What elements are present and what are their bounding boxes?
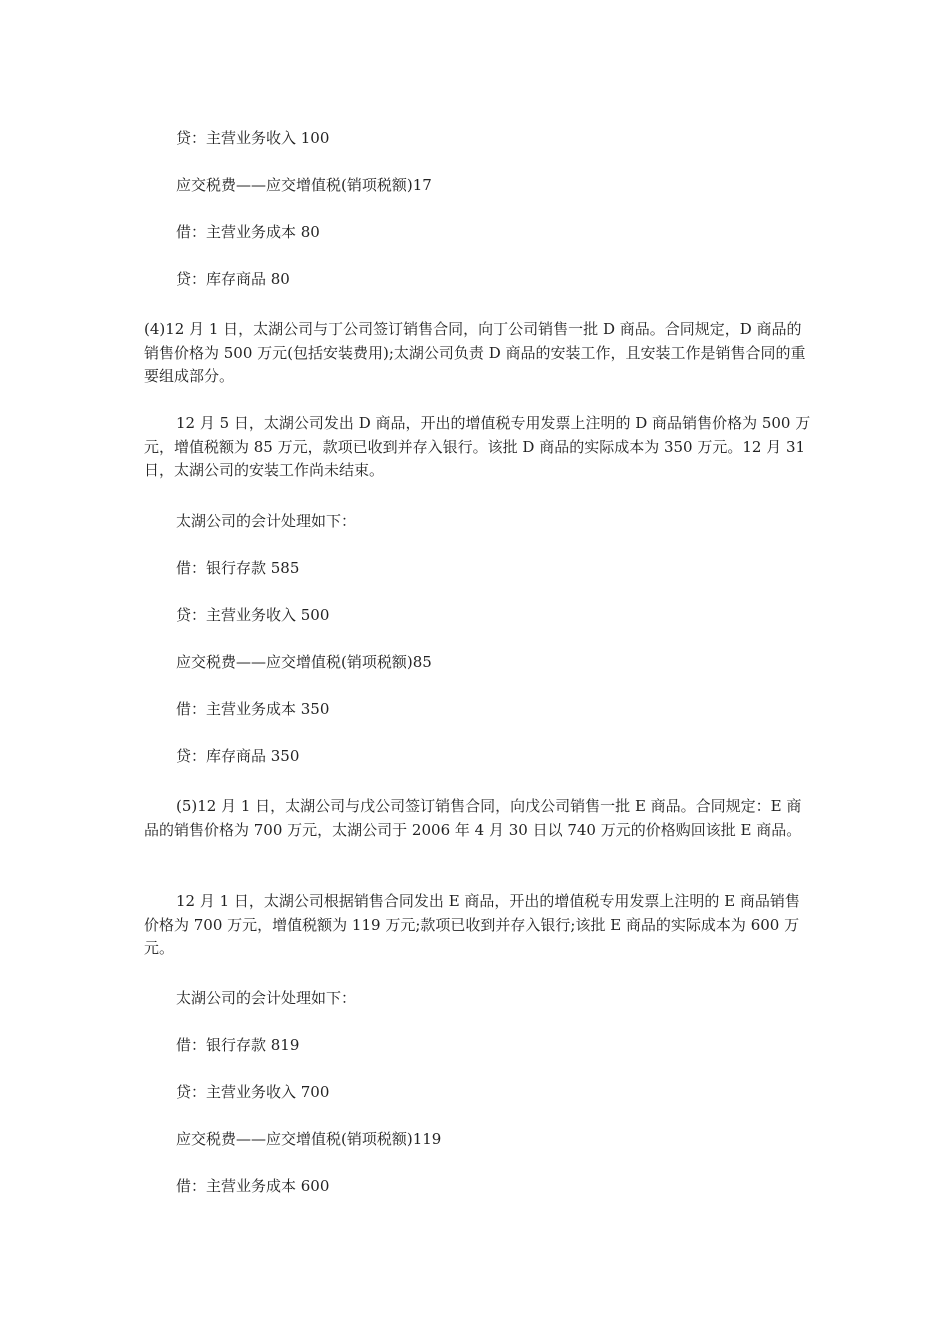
paragraph-item-5-shipment: 12 月 1 日，太湖公司根据销售合同发出 E 商品，开出的增值税专用发票上注明的 E 商品销售价格为 700 万元，增值税额为 119 万元;款项已收到并存入银行;该批 E 商品的实际成本为 600 万元。 xyxy=(144,892,800,957)
paragraph-vat-output-119: 应交税费——应交增值税(销项税额)119 xyxy=(176,1130,442,1148)
paragraph-item-4-contract: (4)12 月 1 日，太湖公司与丁公司签订销售合同，向丁公司销售一批 D 商品。合同规定，D 商品的销售价格为 500 万元(包括安装费用);太湖公司负责 D 商品的安装工作，且安装工作是销售合同的重要组成部分。 xyxy=(144,320,806,385)
paragraph-accounting-intro-1: 太湖公司的会计处理如下： xyxy=(176,512,357,530)
paragraph-credit-revenue-100: 贷：主营业务收入 100 xyxy=(176,129,330,147)
paragraph-debit-cost-80: 借：主营业务成本 80 xyxy=(176,223,320,241)
paragraph-credit-revenue-500: 贷：主营业务收入 500 xyxy=(176,606,330,624)
paragraph-vat-output-17: 应交税费——应交增值税(销项税额)17 xyxy=(176,176,432,194)
paragraph-item-5-contract: (5)12 月 1 日，太湖公司与戊公司签订销售合同，向戊公司销售一批 E 商品。合同规定：E 商品的销售价格为 700 万元，太湖公司于 2006 年 4 月 30 日以 740 万元的价格购回该批 E 商品。 xyxy=(144,797,802,839)
paragraph-debit-bank-819: 借：银行存款 819 xyxy=(176,1036,300,1054)
paragraph-item-4-shipment: 12 月 5 日，太湖公司发出 D 商品，开出的增值税专用发票上注明的 D 商品销售价格为 500 万元，增值税额为 85 万元，款项已收到并存入银行。该批 D 商品的实际成本为 350 万元。12 月 31 日，太湖公司的安装工作尚未结束。 xyxy=(144,414,811,479)
paragraph-credit-revenue-700: 贷：主营业务收入 700 xyxy=(176,1083,330,1101)
paragraph-credit-inventory-80: 贷：库存商品 80 xyxy=(176,270,290,288)
paragraph-credit-inventory-350: 贷：库存商品 350 xyxy=(176,747,300,765)
paragraph-vat-output-85: 应交税费——应交增值税(销项税额)85 xyxy=(176,653,432,671)
paragraph-debit-cost-350: 借：主营业务成本 350 xyxy=(176,700,330,718)
paragraph-accounting-intro-2: 太湖公司的会计处理如下： xyxy=(176,989,357,1007)
paragraph-debit-bank-585: 借：银行存款 585 xyxy=(176,559,300,577)
paragraph-debit-cost-600: 借：主营业务成本 600 xyxy=(176,1177,330,1195)
